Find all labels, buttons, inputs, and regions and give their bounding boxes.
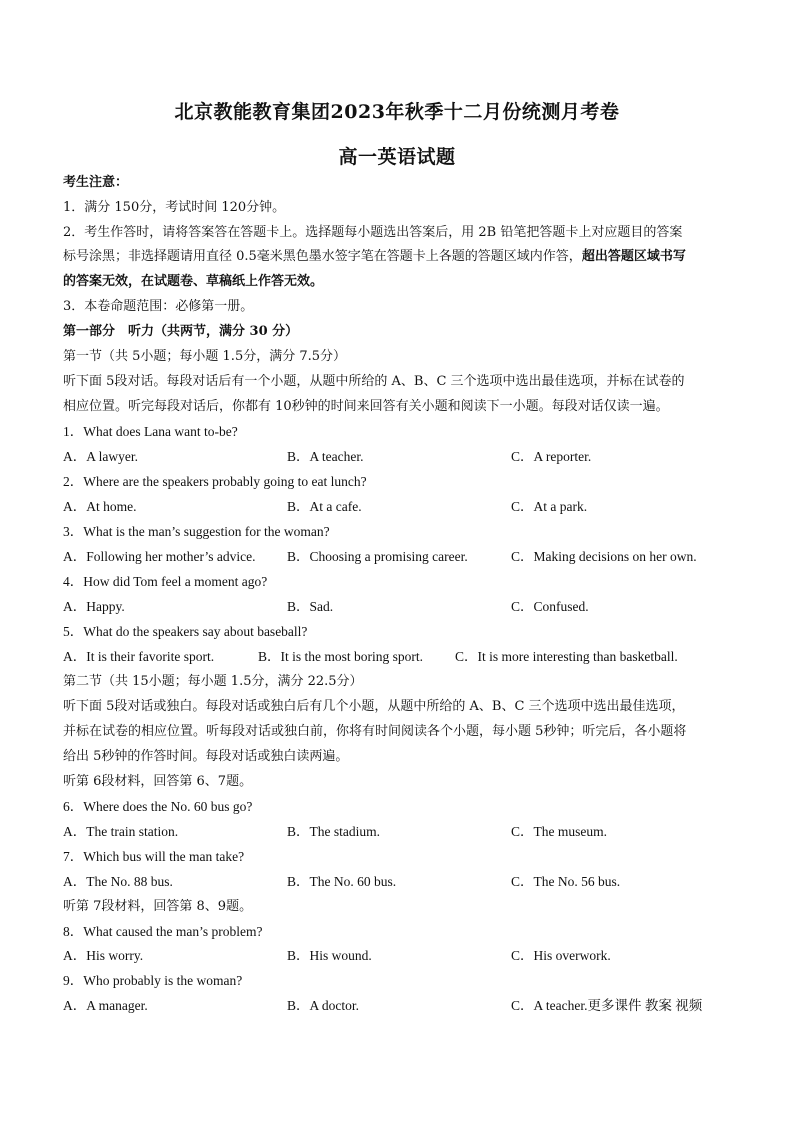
- question-7-option-b: B．The No. 60 bus.: [287, 874, 397, 889]
- notice-item-2b-bold: 超出答题区域书写: [581, 249, 686, 264]
- question-6-option-c: C．The museum.: [511, 824, 607, 839]
- question-6-option-b: B．The stadium.: [287, 824, 380, 839]
- question-1-option-c: C．A reporter.: [511, 449, 592, 464]
- notice-item-2b-text: 标号涂黑；非选择题请用直径 0.5毫米黑色墨水签字笔在答题卡上各题的答题区域内作答，: [63, 249, 582, 264]
- section2-instructions-2: 并标在试卷的相应位置。听每段对话或独白前，你将有时间阅读各个小题，每小题 5秒钟；听完后，各小题将: [63, 724, 687, 739]
- section2-instructions-3: 给出 5秒钟的作答时间。每段对话或独白读两遍。: [63, 749, 349, 764]
- question-8: 8．What caused the man’s problem?: [63, 924, 263, 939]
- notice-item-3: 3．本卷命题范围：必修第一册。: [63, 299, 254, 314]
- notice-item-2a: 2．考生作答时，请将答案答在答题卡上。选择题每小题选出答案后，用 2B 铅笔把答题卡上对应题目的答案: [63, 225, 683, 240]
- question-2: 2．Where are the speakers probably going to eat lunch?: [63, 474, 367, 489]
- question-9-option-c: C．A teacher.更多课件 教案 视频: [511, 998, 703, 1013]
- question-1-option-b: B．A teacher.: [287, 449, 364, 464]
- question-3-option-a: A．Following her mother’s advice.: [63, 549, 256, 564]
- question-5-option-a: A．It is their favorite sport.: [63, 649, 215, 664]
- notice-item-1: 1．满分 150分，考试时间 120分钟。: [63, 200, 286, 215]
- question-6: 6．Where does the No. 60 bus go?: [63, 799, 253, 814]
- question-5-option-b: B．It is the most boring sport.: [258, 649, 423, 664]
- question-9-option-a: A．A manager.: [63, 998, 148, 1013]
- question-4: 4．How did Tom feel a moment ago?: [63, 574, 268, 589]
- section2-heading: 第二节（共 15小题；每小题 1.5分，满分 22.5分）: [63, 674, 363, 689]
- material-7-note: 听第 7段材料，回答第 8、9题。: [63, 899, 253, 914]
- question-6-option-a: A．The train station.: [63, 824, 179, 839]
- section1-instructions-1: 听下面 5段对话。每段对话后有一个小题，从题中所给的 A、B、C 三个选项中选出最佳选项，并标在试卷的: [63, 374, 685, 389]
- notice-heading: 考生注意：: [63, 175, 129, 190]
- question-1-option-a: A．A lawyer.: [63, 449, 138, 464]
- exam-title: 北京教能教育集团2023年秋季十二月份统测月考卷: [174, 101, 620, 123]
- question-2-option-c: C．At a park.: [511, 499, 588, 514]
- material-6-note: 听第 6段材料，回答第 6、7题。: [63, 774, 253, 789]
- question-8-option-c: C．His overwork.: [511, 948, 611, 963]
- question-7-option-c: C．The No. 56 bus.: [511, 874, 621, 889]
- notice-item-2b: [63, 248, 743, 266]
- question-1: 1．What does Lana want to-be?: [63, 424, 238, 439]
- question-8-option-a: A．His worry.: [63, 948, 144, 963]
- question-9-option-b: B．A doctor.: [287, 998, 360, 1013]
- section1-instructions-2: 相应位置。听完每段对话后，你都有 10秒钟的时间来回答有关小题和阅读下一小题。每段对话仅读一遍。: [63, 399, 669, 414]
- question-8-option-b: B．His wound.: [287, 948, 372, 963]
- question-4-option-b: B．Sad.: [287, 599, 334, 614]
- notice-item-2c: 的答案无效，在试题卷、草稿纸上作答无效。: [63, 274, 324, 289]
- question-5-option-c: C．It is more interesting than basketball.: [455, 649, 678, 664]
- question-7-option-a: A．The No. 88 bus.: [63, 874, 173, 889]
- question-3-option-b: B．Choosing a promising career.: [287, 549, 468, 564]
- question-4-option-c: C．Confused.: [511, 599, 589, 614]
- question-3: 3．What is the man’s suggestion for the woman?: [63, 524, 330, 539]
- question-9: 9．Who probably is the woman?: [63, 973, 243, 988]
- question-3-option-c: C．Making decisions on her own.: [511, 549, 697, 564]
- exam-subtitle: 高一英语试题: [338, 146, 456, 168]
- part1-heading: 第一部分 听力（共两节，满分 30 分）: [63, 324, 299, 339]
- question-4-option-a: A．Happy.: [63, 599, 125, 614]
- question-5: 5．What do the speakers say about baseball?: [63, 624, 308, 639]
- question-7: 7．Which bus will the man take?: [63, 849, 245, 864]
- section1-heading: 第一节（共 5小题；每小题 1.5分，满分 7.5分）: [63, 349, 347, 364]
- question-2-option-a: A．At home.: [63, 499, 137, 514]
- question-2-option-b: B．At a cafe.: [287, 499, 362, 514]
- section2-instructions-1: 听下面 5段对话或独白。每段对话或独白后有几个小题，从题中所给的 A、B、C 三个选项中选出最佳选项，: [63, 699, 685, 714]
